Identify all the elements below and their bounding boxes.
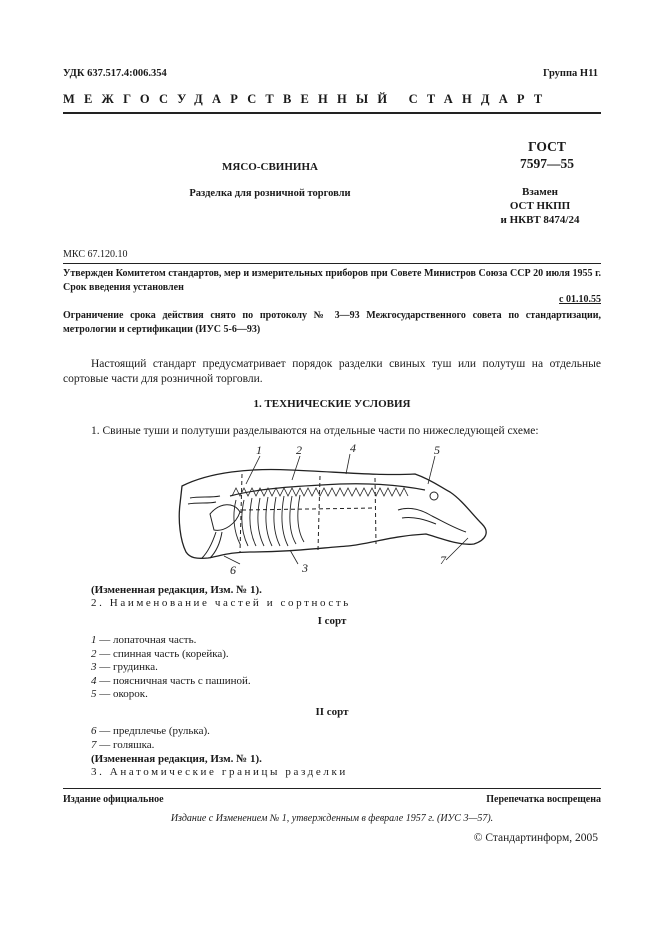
- gost-number-block: [492, 138, 602, 172]
- replaces-doc-2: и НКВТ 8474/24: [500, 214, 580, 226]
- udk-code: УДК 637.517.4:006.354: [63, 68, 167, 79]
- intro-paragraph: Настоящий стандарт предусматривает порядок разделки свиных туш или полутуш на отдельные сортовые части для розничной торговли.: [63, 358, 601, 385]
- effective-date: с 01.10.55: [559, 294, 601, 305]
- clause-1: 1. Свиные туши и полутуши разделываются на отдельные части по нижеследующей схеме:: [91, 425, 539, 437]
- front-leg-bone: [202, 532, 222, 558]
- standard-banner: МЕЖГОСУДАРСТВЕННЫЙ СТАНДАРТ: [63, 92, 552, 106]
- list-item: 1 — лопаточная часть.: [91, 634, 197, 646]
- ham-bones: [398, 508, 466, 532]
- section-heading: 1. ТЕХНИЧЕСКИЕ УСЛОВИЯ: [253, 398, 411, 410]
- list-item: 3 — грудинка.: [91, 661, 158, 673]
- figure-label-2: 2: [296, 443, 302, 457]
- document-title: МЯСО-СВИНИНА: [222, 161, 318, 173]
- grade-1-list: [91, 634, 251, 702]
- figure-label-3: 3: [302, 561, 308, 575]
- document-subtitle: Разделка для розничной торговли: [189, 188, 351, 199]
- cut-line-4: [242, 508, 375, 510]
- grade-2-heading: II сорт: [315, 706, 349, 718]
- carcass-outline: [179, 470, 486, 559]
- mks-code: МКС 67.120.10: [63, 249, 128, 260]
- carcass-cut-diagram: [170, 440, 500, 580]
- figure-label-7: 7: [440, 553, 446, 567]
- grade-2-list: [91, 725, 210, 752]
- group-code: Группа Н11: [542, 68, 598, 79]
- list-item: 5 — окорок.: [91, 688, 148, 700]
- clause-2: 2. Наименование частей и сортность: [91, 597, 351, 609]
- approval-note: Утвержден Комитетом стандартов, мер и измерительных приборов при Совете Министров Союза ССР 20 июля 1955 г. Срок введения установлен: [63, 268, 601, 293]
- neck-bones: [188, 496, 220, 504]
- figure-label-1: 1: [256, 443, 262, 457]
- replaces-block: [480, 185, 600, 227]
- limitation-note: Ограничение срока действия снято по протоколу № 3—93 Межгосударственного совета по стандартизации, метрологии и сертификации (ИУС 5-6—93): [63, 310, 601, 335]
- list-item: 6 — предплечье (рулька).: [91, 725, 210, 737]
- cut-line-3: [375, 478, 376, 544]
- figure-label-4: 4: [350, 441, 356, 455]
- reprint-notice: Перепечатка воспрещена: [486, 794, 601, 805]
- clause-3: 3. Анатомические границы разделки: [91, 766, 348, 778]
- mks-divider: [63, 263, 601, 264]
- copyright: © Стандартинформ, 2005: [473, 832, 598, 844]
- edit-note-2: (Измененная редакция, Изм. № 1).: [91, 753, 262, 765]
- grade-1-heading: I сорт: [317, 615, 347, 627]
- replaces-doc-1: ОСТ НКПП: [509, 200, 571, 212]
- official-edition: Издание официальное: [63, 794, 164, 805]
- shoulder-blade: [210, 505, 240, 531]
- amendment-note: Издание с Изменением № 1, утвержденным в феврале 1957 г. (ИУС 3—57).: [170, 813, 494, 824]
- leader-lines: [224, 454, 468, 564]
- list-item: 2 — спинная часть (корейка).: [91, 647, 229, 660]
- ribs: [234, 495, 304, 546]
- edit-note-1: (Измененная редакция, Изм. № 1).: [91, 584, 262, 596]
- header-divider: [63, 112, 601, 114]
- list-item: 7 — голяшка.: [91, 738, 155, 751]
- figure-label-5: 5: [434, 443, 440, 457]
- gost-number: 7597—55: [520, 156, 574, 171]
- cut-line-2: [318, 476, 320, 550]
- replaces-label: Взамен: [522, 186, 558, 198]
- list-item: 4 — поясничная часть с пашиной.: [91, 674, 251, 687]
- gost-label: ГОСТ: [528, 139, 566, 154]
- footer-divider: [63, 788, 601, 789]
- figure-label-6: 6: [230, 563, 236, 577]
